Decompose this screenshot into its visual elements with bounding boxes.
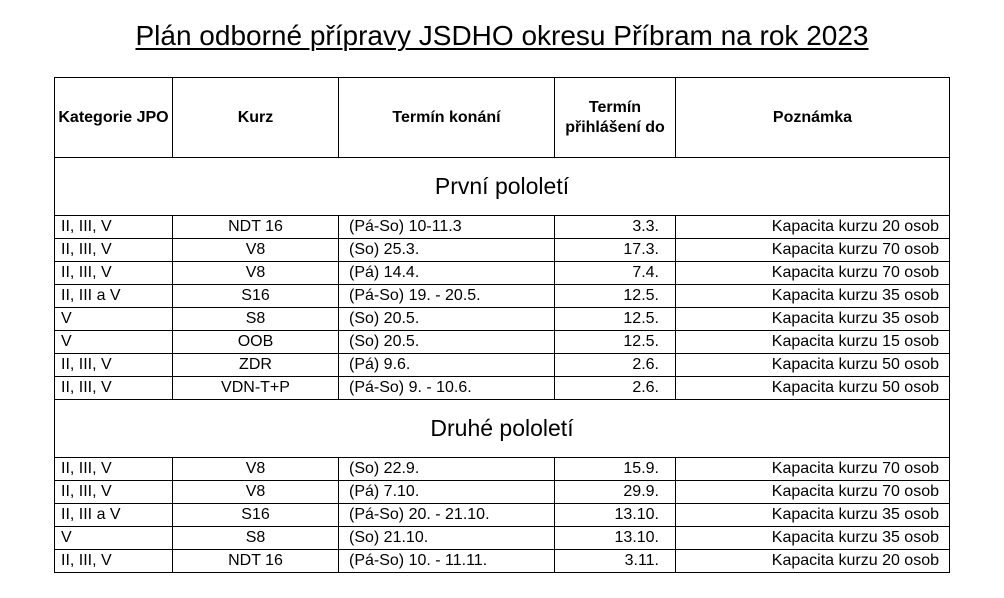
- cell-kategorie: V: [55, 331, 173, 354]
- cell-poznamka: Kapacita kurzu 20 osob: [676, 216, 950, 239]
- cell-poznamka: Kapacita kurzu 20 osob: [676, 550, 950, 573]
- cell-poznamka: Kapacita kurzu 70 osob: [676, 458, 950, 481]
- cell-poznamka: Kapacita kurzu 50 osob: [676, 377, 950, 400]
- cell-termin-konani: (So) 20.5.: [339, 331, 555, 354]
- section-row: [55, 158, 950, 216]
- cell-kategorie: V: [55, 308, 173, 331]
- cell-poznamka: Kapacita kurzu 70 osob: [676, 481, 950, 504]
- cell-termin-prihlaseni: 17.3.: [555, 239, 676, 262]
- table-row: [55, 354, 950, 377]
- table-row: [55, 377, 950, 400]
- table-row: [55, 308, 950, 331]
- table-row: [55, 527, 950, 550]
- document-title: Plán odborné přípravy JSDHO okresu Příbram na rok 2023: [135, 20, 869, 51]
- cell-termin-konani: (Pá) 9.6.: [339, 354, 555, 377]
- cell-kategorie: II, III, V: [55, 354, 173, 377]
- cell-poznamka: Kapacita kurzu 15 osob: [676, 331, 950, 354]
- cell-termin-konani: (Pá-So) 10-11.3: [339, 216, 555, 239]
- table-row: [55, 216, 950, 239]
- cell-termin-konani: (Pá-So) 19. - 20.5.: [339, 285, 555, 308]
- cell-kurz: V8: [173, 262, 339, 285]
- header-kategorie: Kategorie JPO: [55, 78, 173, 158]
- cell-kurz: VDN-T+P: [173, 377, 339, 400]
- cell-kurz: NDT 16: [173, 216, 339, 239]
- table-row: [55, 331, 950, 354]
- cell-termin-prihlaseni: 13.10.: [555, 504, 676, 527]
- cell-kurz: ZDR: [173, 354, 339, 377]
- cell-kategorie: II, III, V: [55, 458, 173, 481]
- cell-termin-konani: (So) 25.3.: [339, 239, 555, 262]
- cell-poznamka: Kapacita kurzu 35 osob: [676, 527, 950, 550]
- cell-termin-prihlaseni: 29.9.: [555, 481, 676, 504]
- cell-termin-prihlaseni: 7.4.: [555, 262, 676, 285]
- cell-kurz: S16: [173, 285, 339, 308]
- cell-kurz: V8: [173, 239, 339, 262]
- cell-kurz: OOB: [173, 331, 339, 354]
- cell-termin-prihlaseni: 15.9.: [555, 458, 676, 481]
- cell-termin-konani: (Pá) 7.10.: [339, 481, 555, 504]
- cell-poznamka: Kapacita kurzu 35 osob: [676, 308, 950, 331]
- cell-kategorie: II, III, V: [55, 481, 173, 504]
- cell-kurz: S8: [173, 308, 339, 331]
- cell-termin-konani: (So) 20.5.: [339, 308, 555, 331]
- cell-termin-konani: (Pá) 14.4.: [339, 262, 555, 285]
- header-kurz: Kurz: [173, 78, 339, 158]
- cell-kategorie: II, III a V: [55, 504, 173, 527]
- cell-termin-prihlaseni: 3.3.: [555, 216, 676, 239]
- cell-kategorie: II, III, V: [55, 550, 173, 573]
- cell-termin-prihlaseni: 12.5.: [555, 331, 676, 354]
- section-heading: První pololetí: [55, 158, 950, 216]
- table-row: [55, 550, 950, 573]
- cell-kategorie: II, III, V: [55, 216, 173, 239]
- cell-kategorie: V: [55, 527, 173, 550]
- training-plan-table: [54, 77, 950, 573]
- cell-termin-konani: (Pá-So) 10. - 11.11.: [339, 550, 555, 573]
- cell-termin-prihlaseni: 12.5.: [555, 308, 676, 331]
- table-row: [55, 262, 950, 285]
- table-row: [55, 481, 950, 504]
- table-header-row: [55, 78, 950, 158]
- cell-poznamka: Kapacita kurzu 35 osob: [676, 285, 950, 308]
- cell-poznamka: Kapacita kurzu 70 osob: [676, 239, 950, 262]
- cell-kategorie: II, III, V: [55, 239, 173, 262]
- table-row: [55, 239, 950, 262]
- header-termin-konani: Termín konání: [339, 78, 555, 158]
- cell-poznamka: Kapacita kurzu 50 osob: [676, 354, 950, 377]
- section-row: [55, 400, 950, 458]
- header-termin-prihlaseni: Termín přihlášení do: [555, 78, 676, 158]
- cell-kategorie: II, III, V: [55, 377, 173, 400]
- cell-kurz: S16: [173, 504, 339, 527]
- table-row: [55, 458, 950, 481]
- cell-termin-prihlaseni: 3.11.: [555, 550, 676, 573]
- table-row: [55, 504, 950, 527]
- cell-poznamka: Kapacita kurzu 35 osob: [676, 504, 950, 527]
- cell-termin-konani: (So) 22.9.: [339, 458, 555, 481]
- cell-termin-konani: (Pá-So) 9. - 10.6.: [339, 377, 555, 400]
- cell-termin-konani: (So) 21.10.: [339, 527, 555, 550]
- cell-kurz: V8: [173, 458, 339, 481]
- cell-termin-konani: (Pá-So) 20. - 21.10.: [339, 504, 555, 527]
- cell-termin-prihlaseni: 13.10.: [555, 527, 676, 550]
- cell-termin-prihlaseni: 2.6.: [555, 354, 676, 377]
- cell-kurz: V8: [173, 481, 339, 504]
- cell-kurz: S8: [173, 527, 339, 550]
- header-poznamka: Poznámka: [676, 78, 950, 158]
- cell-termin-prihlaseni: 12.5.: [555, 285, 676, 308]
- table-row: [55, 285, 950, 308]
- section-heading: Druhé pololetí: [55, 400, 950, 458]
- cell-kategorie: II, III a V: [55, 285, 173, 308]
- cell-poznamka: Kapacita kurzu 70 osob: [676, 262, 950, 285]
- cell-kurz: NDT 16: [173, 550, 339, 573]
- table-body: [55, 158, 950, 573]
- cell-kategorie: II, III, V: [55, 262, 173, 285]
- cell-termin-prihlaseni: 2.6.: [555, 377, 676, 400]
